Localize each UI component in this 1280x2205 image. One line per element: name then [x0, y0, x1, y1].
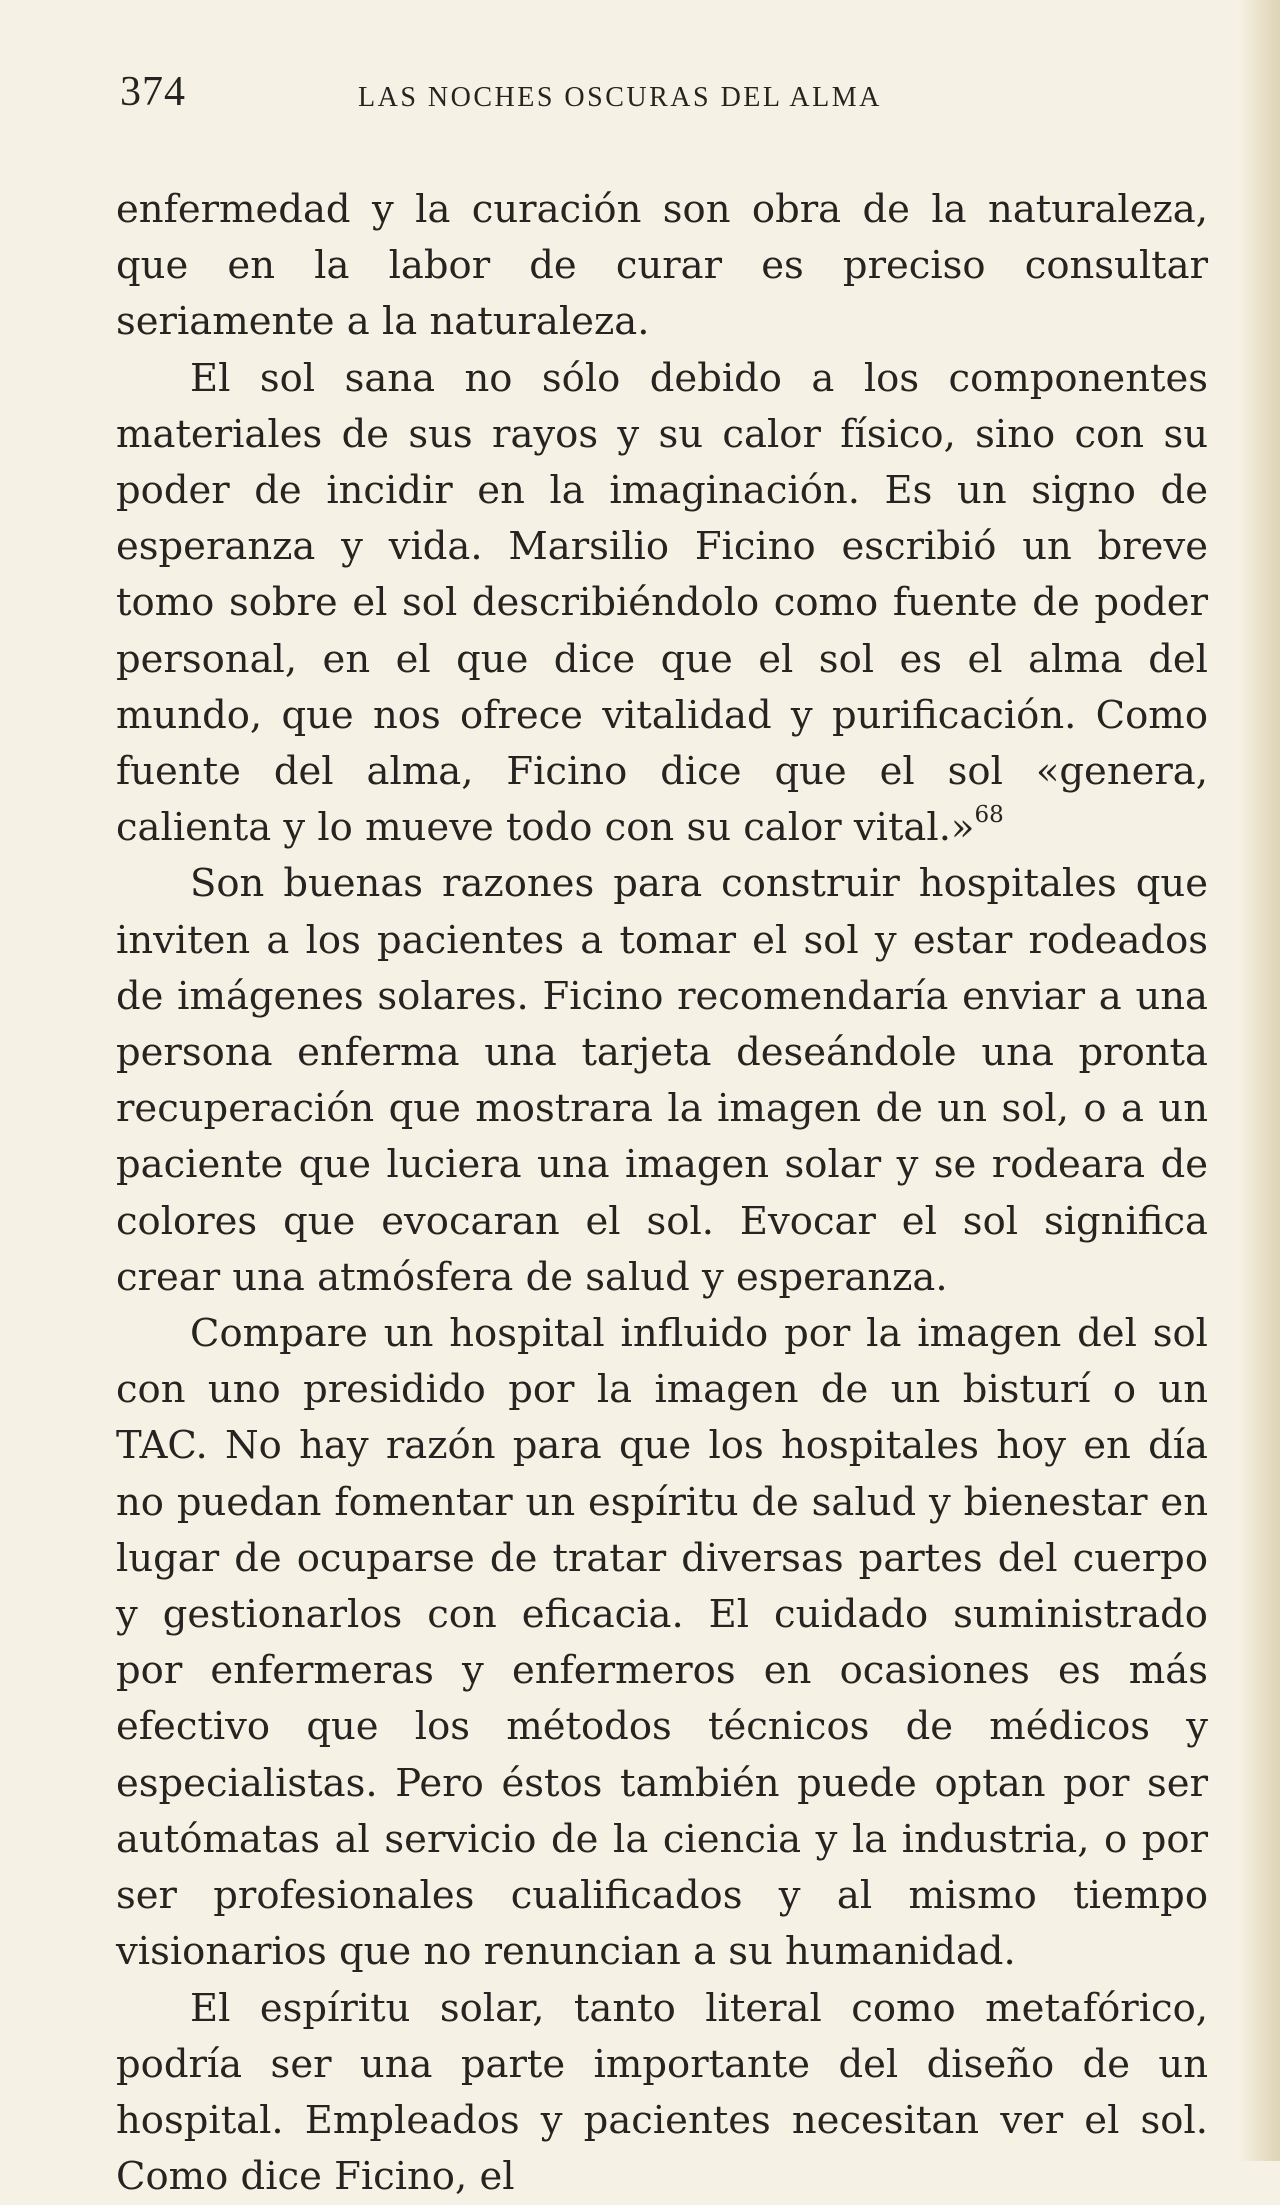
- paragraph: [116, 856, 1208, 1306]
- paragraph-text: Son buenas razones para construir hospitales que inviten a los pacientes a tomar el sol y estar rodeados de imágenes solares. Ficino recomendaría enviar a una persona enferma una tarjeta deseándole una pronta recuperación que mostrara la imagen de un sol, o a un paciente que luciera una imagen solar y se rodeara de colores que evocaran el sol. Evocar el sol significa crear una atmósfera de salud y esperanza.: [116, 861, 1208, 1299]
- paragraph-text: El sol sana no sólo debido a los componentes materiales de sus rayos y su calor físico, sino con su poder de incidir en la imaginación. Es un signo de esperanza y vida. Marsilio Ficino escribió un breve tomo sobre el sol describiéndolo como fuente de poder personal, en el que dice que el sol es el alma del mundo, que nos ofrece vitalidad y purificación. Como fuente del alma, Ficino dice que el sol «genera, calienta y lo mueve todo con su calor vital.»: [116, 356, 1208, 851]
- running-title: LAS NOCHES OSCURAS DEL ALMA: [358, 82, 882, 114]
- paragraph: [116, 1306, 1208, 1980]
- page-number: 374: [120, 68, 186, 116]
- paragraph-text: Compare un hospital influido por la imagen del sol con uno presidido por la imagen de un bisturí o un TAC. No hay razón para que los hospitales hoy en día no puedan fomentar un espíritu de salud y bienestar en lugar de ocuparse de tratar diversas partes del cuerpo y gestionarlos con eficacia. El cuidado suministrado por enfermeras y enfermeros en ocasiones es más efectivo que los métodos técnicos de médicos y especialistas. Pero éstos también puede optan por ser autómatas al servicio de la ciencia y la industria, o por ser profesionales cualificados y al mismo tiempo visionarios que no renuncian a su humanidad.: [116, 1311, 1208, 1974]
- paragraph: [116, 1981, 1208, 2205]
- body-text: [116, 182, 1208, 2205]
- footnote-reference: 68: [975, 802, 1004, 828]
- paragraph: [116, 351, 1208, 857]
- page-edge-shadow: [1240, 0, 1280, 2161]
- page-header: [120, 68, 1210, 128]
- paragraph-text: enfermedad y la curación son obra de la naturaleza, que en la labor de curar es preciso consultar seriamente a la naturaleza.: [116, 187, 1208, 344]
- paragraph-text: El espíritu solar, tanto literal como metafórico, podría ser una parte importante del diseño de un hospital. Empleados y pacientes necesitan ver el sol. Como dice Ficino, el: [116, 1986, 1208, 2200]
- paragraph-continued: [116, 182, 1208, 351]
